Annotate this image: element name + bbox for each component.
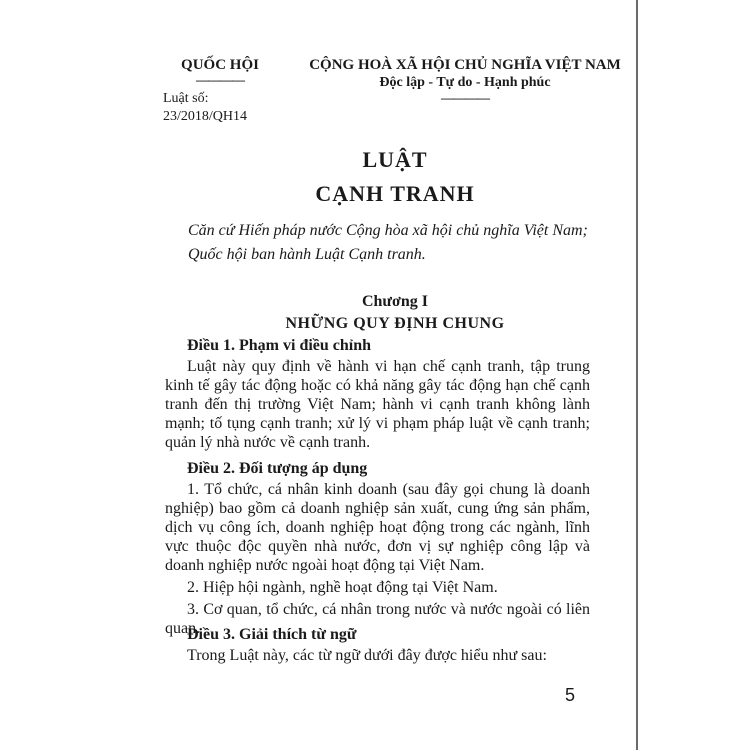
law-title-line-1: LUẬT — [362, 147, 428, 172]
chapter-number: Chương I — [361, 293, 429, 310]
article-2 — [165, 458, 590, 638]
page-number: 5 — [565, 685, 576, 705]
chapter-name: NHỮNG QUY ĐỊNH CHUNG — [285, 315, 505, 332]
article-title: Điều 1. Phạm vi điều chỉnh — [187, 337, 372, 354]
article-3 — [165, 624, 590, 665]
issuer-name: QUỐC HỘI — [181, 57, 259, 73]
law-title — [160, 143, 630, 211]
article-paragraph: 1. Tổ chức, cá nhân kinh doanh (sau đây gọi chung là doanh nghiệp) bao gồm cả doanh nghiệp sản xuất, cung ứng sản phẩm, dịch vụ công ích, doanh nghiệp hoạt động trong các ngành, lĩnh vực thuộc độc quyền nhà nước, đơn vị sự nghiệp công lập và doanh nghiệp nước ngoài hoạt động tại Việt Nam. — [165, 481, 590, 574]
article-paragraph: 3. Cơ quan, tổ chức, cá nhân trong nước và nước ngoài có liên quan. — [165, 601, 590, 637]
law-title-line-2: CẠNH TRANH — [315, 181, 475, 206]
chapter-heading — [160, 291, 630, 335]
issuer-block — [155, 56, 285, 126]
preamble-line-2: Quốc hội ban hành Luật Cạnh tranh. — [188, 246, 426, 263]
page-edge-line — [636, 0, 638, 750]
article-paragraph: 2. Hiệp hội ngành, nghề hoạt động tại Việt Nam. — [187, 579, 498, 596]
preamble — [188, 219, 628, 267]
motto-underline: ———— — [441, 90, 489, 105]
article-paragraph: Trong Luật này, các từ ngữ dưới đây được hiểu như sau: — [187, 647, 547, 664]
national-motto: Độc lập - Tự do - Hạnh phúc — [379, 75, 551, 90]
national-title-block — [300, 56, 630, 104]
article-title: Điều 3. Giải thích từ ngữ — [187, 626, 357, 643]
issuer-underline: ———— — [196, 72, 244, 87]
law-number: Luật số: 23/2018/QH14 — [163, 91, 247, 124]
article-1 — [165, 335, 590, 452]
article-paragraph: Luật này quy định về hành vi hạn chế cạnh tranh, tập trung kinh tế gây tác động hoặc có khả năng gây tác động hạn chế cạnh tranh đến thị trường Việt Nam; hành vi cạnh tranh không lành mạnh; tố tụng cạnh tranh; xử lý vi phạm pháp luật về cạnh tranh; quản lý nhà nước về cạnh tranh. — [165, 358, 590, 451]
preamble-line-1: Căn cứ Hiến pháp nước Cộng hòa xã hội chủ nghĩa Việt Nam; — [188, 222, 588, 239]
national-title: CỘNG HOÀ XÃ HỘI CHỦ NGHĨA VIỆT NAM — [309, 57, 621, 73]
article-title: Điều 2. Đối tượng áp dụng — [187, 460, 368, 477]
